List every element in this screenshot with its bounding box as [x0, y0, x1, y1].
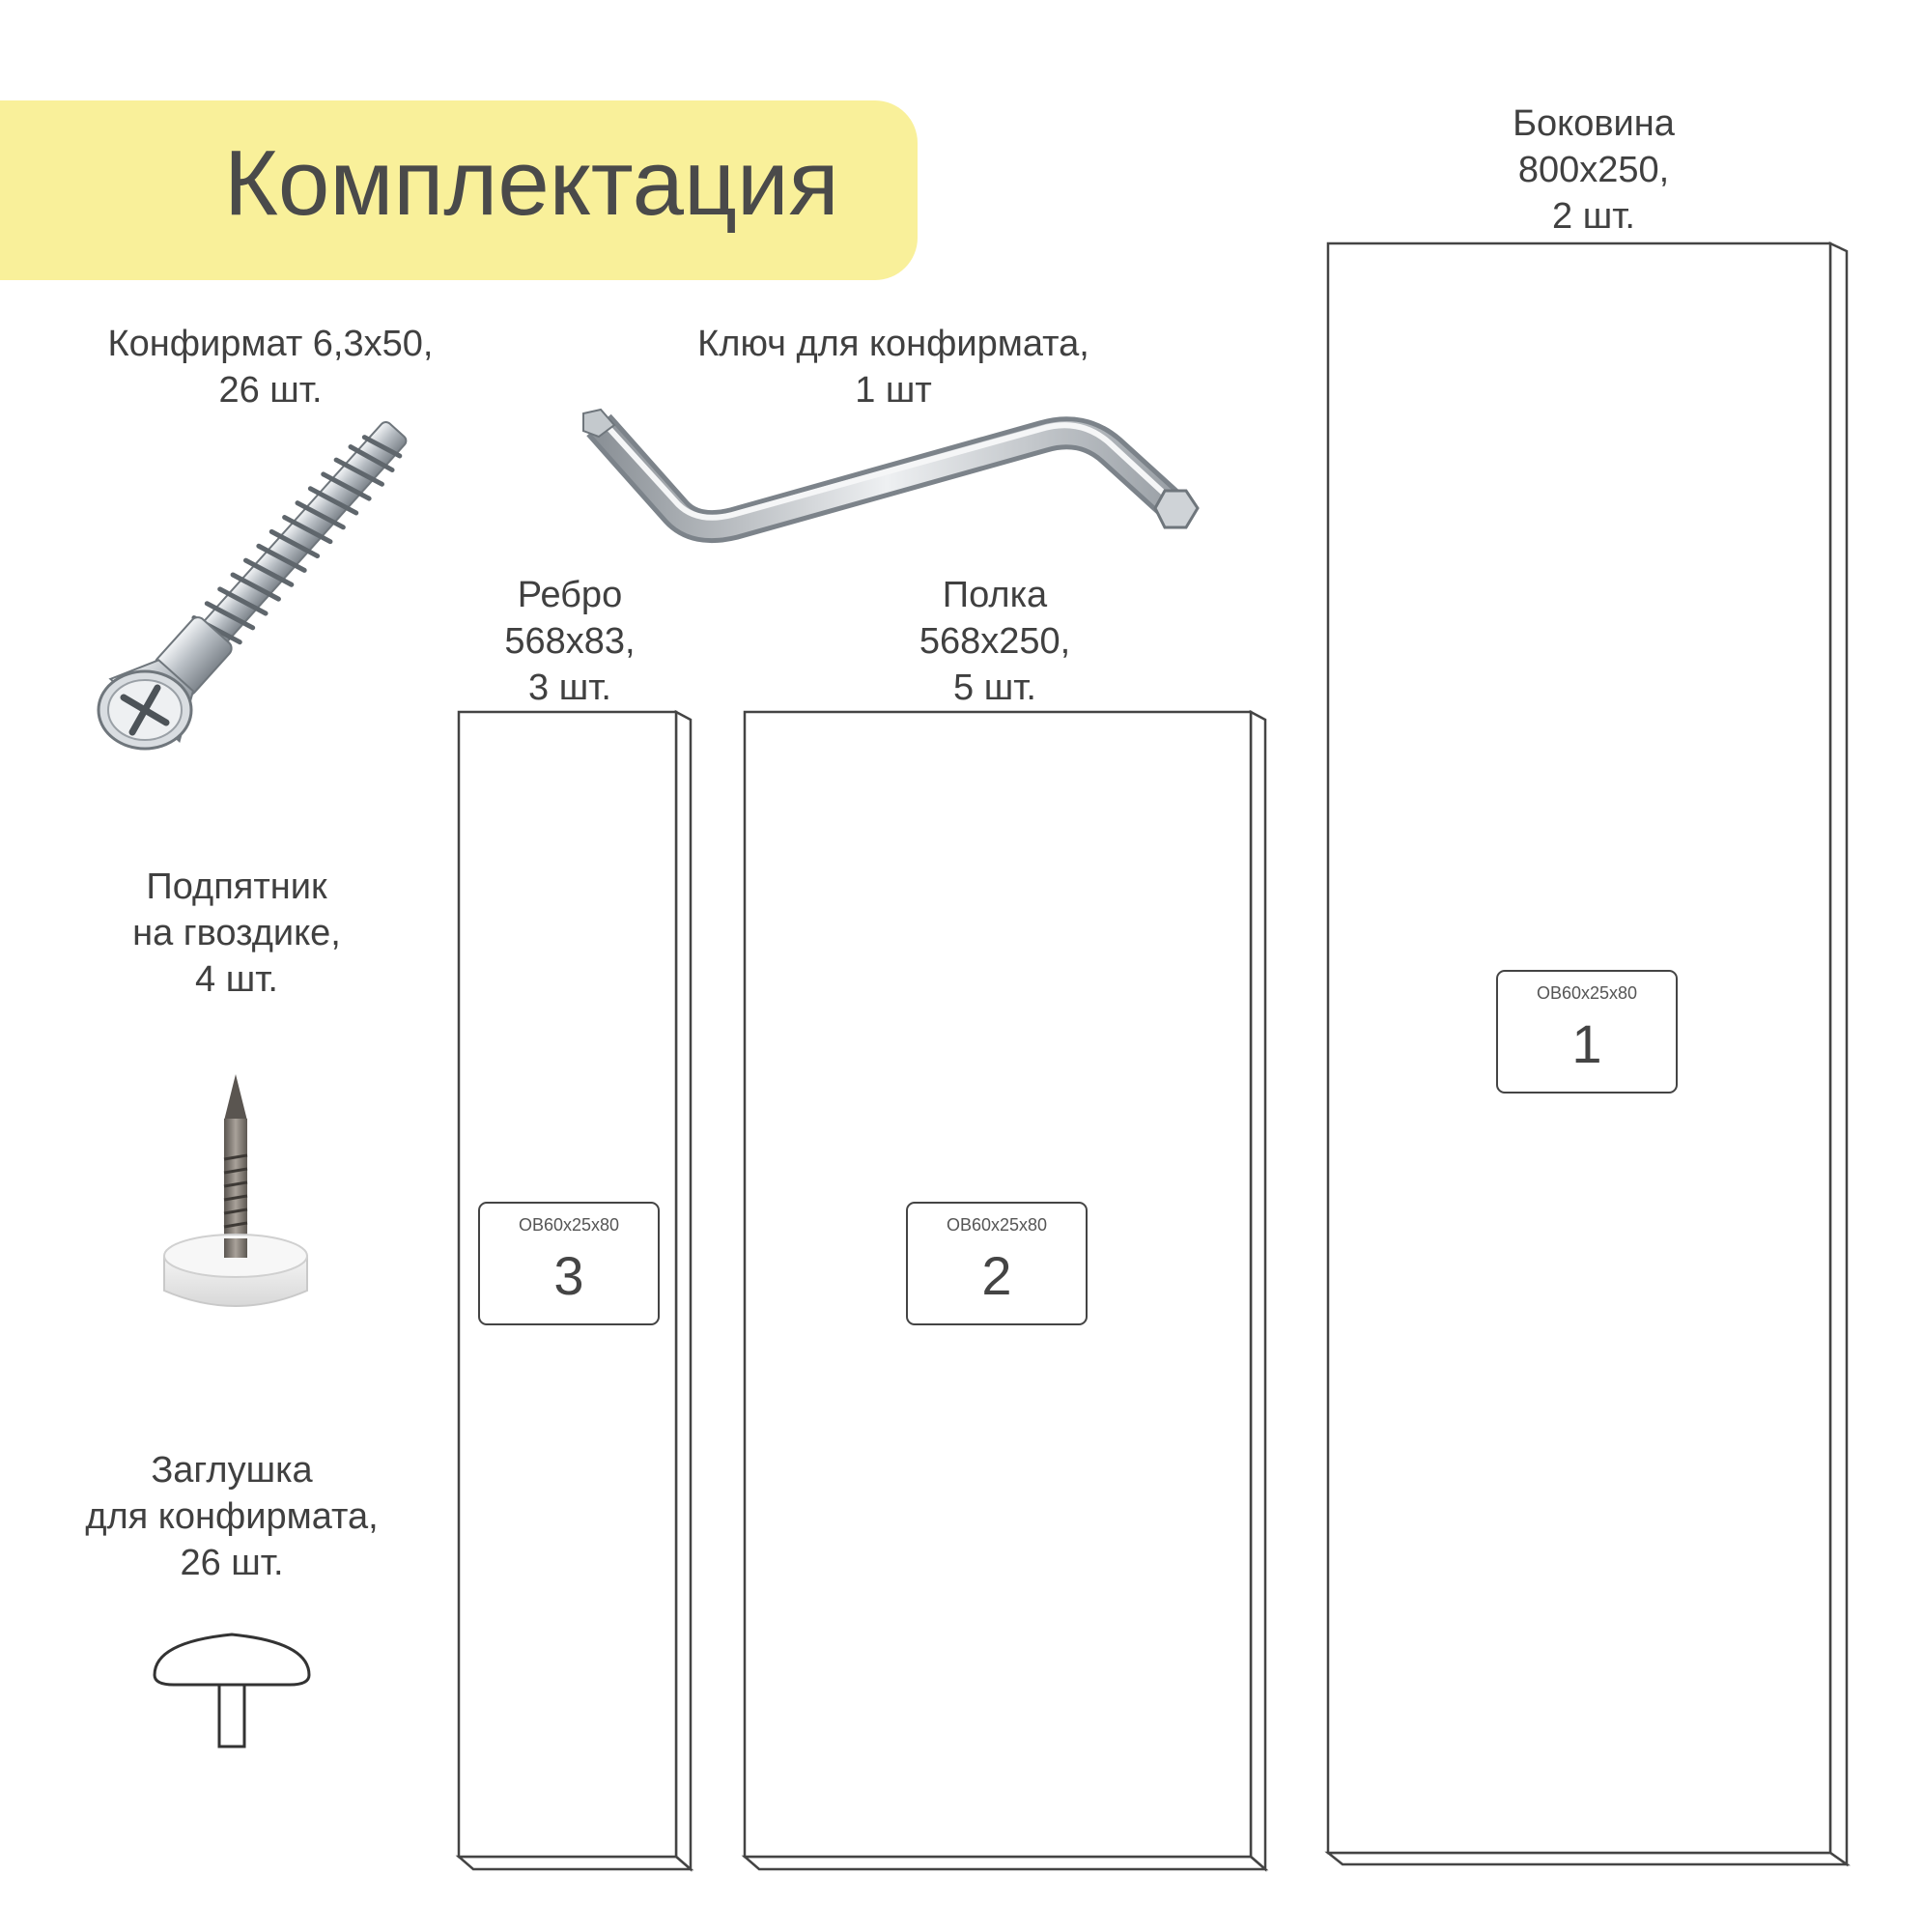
shelf-panel-tag — [907, 1203, 1087, 1324]
shelf-panel-code: ОВ60х25х80 — [946, 1215, 1048, 1235]
cap-label-line1: Заглушка — [151, 1450, 313, 1491]
rib-panel-tag — [479, 1203, 659, 1324]
hex-key-icon — [583, 410, 1198, 527]
rib-panel-number: 3 — [553, 1245, 584, 1306]
page-title: Комплектация — [224, 131, 839, 235]
side-panel-size: 800х250, — [1517, 150, 1670, 190]
rib-panel-qty: 3 шт. — [528, 668, 611, 708]
shelf-panel-name: Полка — [942, 575, 1048, 615]
screw-cap-icon — [155, 1634, 309, 1747]
hex-key-label-line1: Ключ для конфирмата, — [697, 324, 1089, 364]
glide-label-line1: Подпятник — [146, 867, 327, 907]
glide-label-line3: 4 шт. — [195, 959, 278, 1000]
confirmat-label-line1: Конфирмат 6,3х50, — [107, 324, 434, 364]
shelf-panel-qty: 5 шт. — [953, 668, 1036, 708]
shelf-panel-size: 568х250, — [919, 621, 1071, 662]
side-panel-tag — [1497, 971, 1677, 1093]
nail-glide-icon — [164, 1074, 307, 1306]
cap-label-line2: для конфирмата, — [85, 1496, 379, 1537]
side-panel-qty: 2 шт. — [1552, 196, 1635, 237]
shelf-panel-number: 2 — [981, 1245, 1012, 1306]
side-panel-name: Боковина — [1513, 103, 1675, 144]
side-panel-number: 1 — [1571, 1013, 1602, 1074]
confirmat-screw-icon — [99, 399, 432, 749]
cap-label-line3: 26 шт. — [180, 1543, 284, 1583]
hex-key-label-line2: 1 шт — [855, 370, 932, 411]
rib-panel-code: ОВ60х25х80 — [518, 1215, 620, 1235]
confirmat-label-line2: 26 шт. — [218, 370, 323, 411]
side-panel-code: ОВ60х25х80 — [1536, 983, 1638, 1003]
rib-panel-size: 568х83, — [504, 621, 636, 662]
rib-panel-name: Ребро — [517, 575, 623, 615]
glide-label-line2: на гвоздике, — [132, 913, 341, 953]
